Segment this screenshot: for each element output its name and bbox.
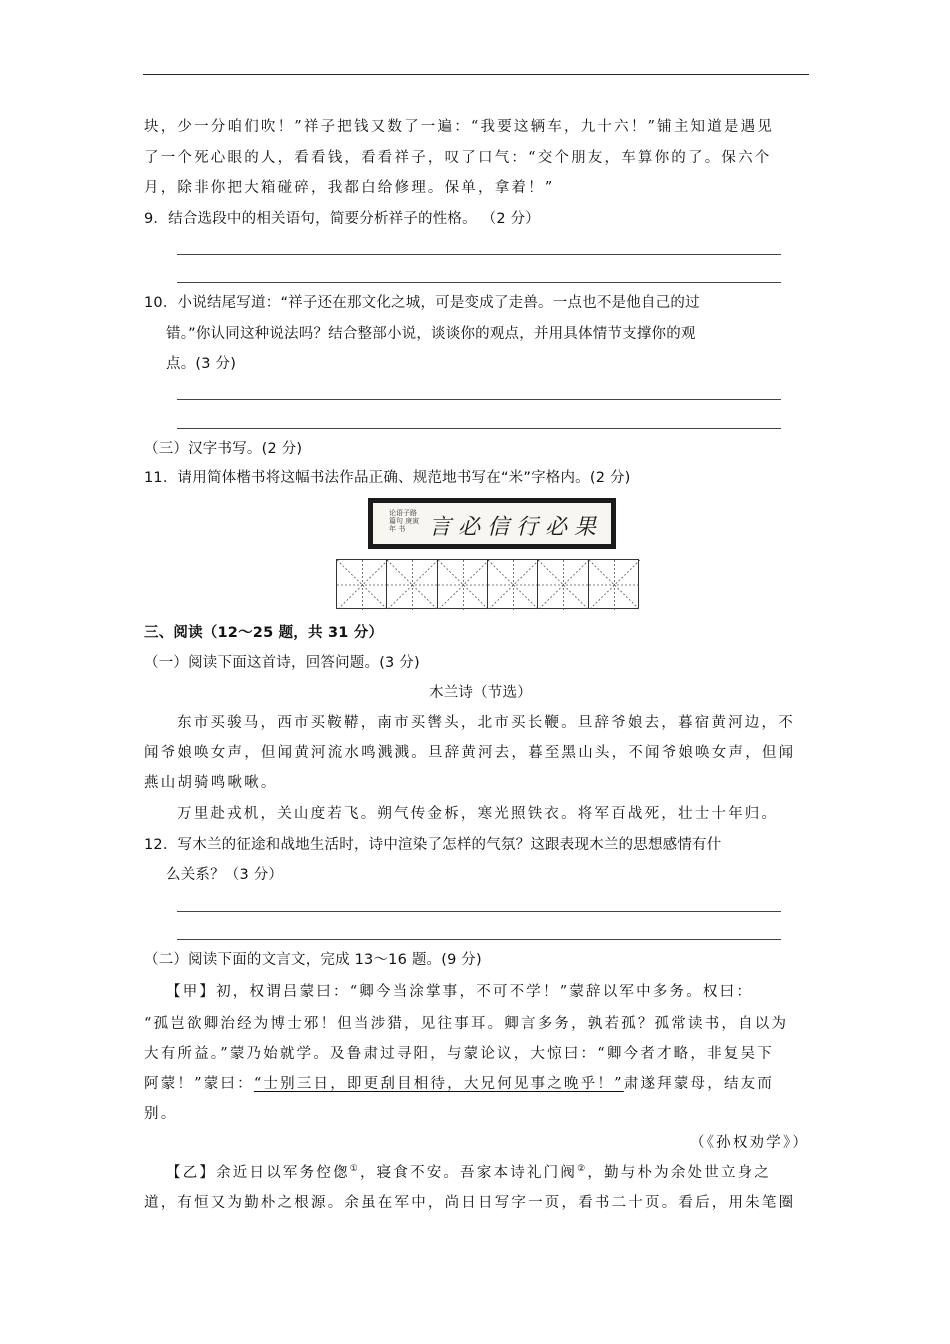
mi-zi-cell[interactable] [537, 559, 588, 609]
mi-grid-icon [438, 560, 489, 610]
poem-title: 木兰诗（节选） [429, 685, 532, 701]
mi-grid-icon [488, 560, 539, 610]
question-10-line-2: 错。”你认同这种说法吗？结合整部小说，谈谈你的观点，并用具体情节支撑你的观 [166, 326, 696, 342]
question-12-line-1: 12．写木兰的征途和战地生活时，诗中渲染了怎样的气氛？这跟表现木兰的思想感情有什 [144, 837, 722, 853]
underlined-sentence: “士别三日，即更刮目相待，大兄何见事之晚乎！” [253, 1076, 624, 1092]
footnote-marker-1: ① [349, 1164, 360, 1175]
header-rule [143, 74, 809, 75]
passage-yi-text-b: ，寝食不安。吾家本诗礼门阀 [359, 1165, 578, 1181]
answer-line-10a[interactable] [177, 399, 781, 400]
question-10-line-1: 10．小说结尾写道：“祥子还在那文化之城，可是变成了走兽。一点也不是他自己的过 [144, 295, 700, 311]
section-handwriting-title: （三）汉字书写。(2 分) [144, 441, 303, 457]
passage-jia-line-2: “孤岂欲卿治经为博士邪！但当涉猎，见往事耳。卿言多务，孰若孤？孤常读书，自以为 [144, 1016, 789, 1032]
passage-line-2: 了一个死心眼的人，看看钱，看看祥子，叹了口气：“交个朋友，车算你的了。保六个 [144, 150, 772, 166]
answer-line-9a[interactable] [177, 254, 781, 255]
mi-grid-icon [337, 560, 388, 610]
passage-jia-line-4-lead: 阿蒙！”蒙曰： [144, 1076, 254, 1092]
mi-grid-icon [387, 560, 438, 610]
passage-jia-line-3: 大有所益。”蒙乃始就学。及鲁肃过寻阳，与蒙论议，大惊曰：“卿今者才略，非复吴下 [144, 1046, 774, 1062]
mi-zi-cell[interactable] [487, 559, 538, 609]
answer-line-12b[interactable] [177, 939, 781, 940]
reading-section-2-title: （二）阅读下面的文言文，完成 13～16 题。(9 分) [144, 952, 482, 968]
passage-yi-line-2: 道，有恒又为勤朴之根源。余虽在军中，尚日日写字一页，看书二十页。看后，用朱笔圈 [144, 1195, 796, 1211]
poem-line-2: 闻爷娘唤女声，但闻黄河流水鸣溅溅。旦辞黄河去，暮至黑山头，不闻爷娘唤女声，但闻 [144, 745, 796, 761]
question-10-line-3: 点。(3 分) [166, 356, 237, 372]
question-9: 9．结合选段中的相关语句，简要分析祥子的性格。 （2 分） [144, 211, 540, 227]
mi-zi-cell[interactable] [588, 559, 639, 609]
part-3-title: 三、阅读（12～25 题，共 31 分） [144, 625, 384, 641]
calligraphy-paper [373, 503, 611, 544]
passage-jia-source: （《孙权劝学》） [690, 1135, 810, 1151]
passage-jia-line-5: 别。 [144, 1106, 178, 1122]
mi-zi-cell[interactable] [437, 559, 488, 609]
answer-line-9b[interactable] [177, 282, 781, 283]
passage-jia-line-1: 【甲】初，权谓吕蒙曰：“卿今当涂掌事，不可不学！”蒙辞以军中多务。权曰： [166, 984, 754, 1000]
mi-zi-cell[interactable] [386, 559, 437, 609]
calligraphy-artwork [368, 498, 616, 549]
passage-jia-line-4-tail: 肃遂拜蒙母，结友而 [623, 1076, 775, 1092]
question-12-line-2: 么关系？（3 分） [166, 867, 284, 883]
reading-section-1-title: （一）阅读下面这首诗，回答问题。(3 分) [144, 655, 420, 671]
passage-line-3: 月，除非你把大箱碰碎，我都白给修理。保单，拿着！” [144, 180, 555, 196]
passage-yi-text-a: 【乙】余近日以军务倥偬 [166, 1165, 350, 1181]
mi-grid-icon [589, 560, 640, 610]
passage-yi-text-c: ，勤与朴为余处世立身之 [587, 1165, 772, 1181]
poem-line-1: 东市买骏马，西市买鞍鞯，南市买辔头，北市买长鞭。旦辞爷娘去，暮宿黄河边，不 [177, 715, 795, 731]
poem-line-4: 万里赴戎机，关山度若飞。朔气传金柝，寒光照铁衣。将军百战死，壮士十年归。 [177, 806, 779, 822]
calligraphy-main-text: 言必信行必果 [429, 515, 604, 540]
mi-grid-icon [538, 560, 589, 610]
question-11: 11．请用简体楷书将这幅书法作品正确、规范地书写在“米”字格内。(2 分) [144, 470, 631, 486]
mi-zi-cell[interactable] [336, 559, 387, 609]
passage-yi-line-1 [166, 1163, 771, 1183]
passage-jia-line-4 [144, 1074, 774, 1094]
mi-zi-grid [336, 559, 644, 609]
footnote-marker-2: ② [577, 1164, 588, 1175]
poem-line-3: 燕山胡骑鸣啾啾。 [144, 775, 278, 791]
passage-line-1: 块，少一分咱们吹！”祥子把钱又数了一遍：“我要这辆车，九十六！”铺主知道是遇见 [144, 119, 775, 135]
answer-line-10b[interactable] [177, 428, 781, 429]
calligraphy-inscription: 论语子路 篇句 庚寅年 书 [389, 509, 420, 533]
answer-line-12a[interactable] [177, 911, 781, 912]
